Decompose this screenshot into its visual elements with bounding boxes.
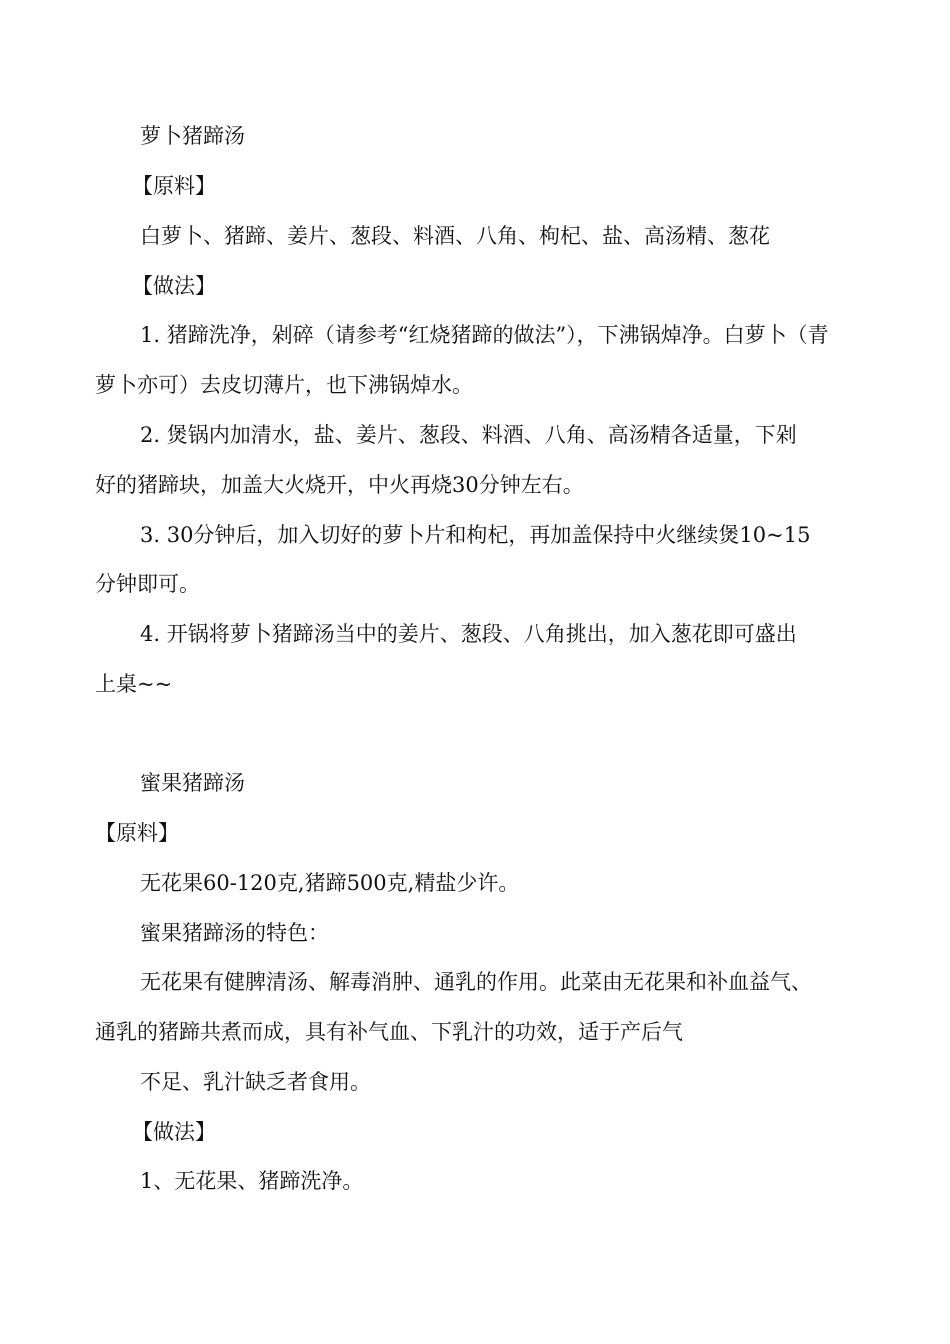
recipe1-title: 萝卜猪蹄汤	[140, 124, 245, 148]
recipe2-feature-line3: 不足、乳汁缺乏者食用。	[140, 1070, 371, 1094]
recipe2-feature-line2: 通乳的猪蹄共煮而成，具有补气血、下乳汁的功效，适于产后气	[95, 1020, 683, 1044]
recipe1-step4-line2: 上桌~~	[95, 672, 173, 696]
recipe1-step2-line2: 好的猪蹄块，加盖大火烧开，中火再烧30分钟左右。	[95, 473, 584, 497]
recipe1-step1-line2: 萝卜亦可）去皮切薄片，也下沸锅焯水。	[95, 373, 473, 397]
recipe2-ingredients: 无花果60-120克,猪蹄500克,精盐少许。	[140, 871, 520, 895]
recipe1-step2-line1: 2. 煲锅内加清水，盐、姜片、葱段、料酒、八角、高汤精各适量，下剁	[140, 423, 797, 447]
recipe2-feature-line1: 无花果有健脾清汤、解毒消肿、通乳的作用。此菜由无花果和补血益气、	[140, 970, 812, 994]
recipe1-step4-line1: 4. 开锅将萝卜猪蹄汤当中的姜片、葱段、八角挑出，加入葱花即可盛出	[140, 622, 797, 646]
recipe1-ingredients: 白萝卜、猪蹄、姜片、葱段、料酒、八角、枸杞、盐、高汤精、葱花	[140, 224, 770, 248]
recipe1-step3-line1: 3. 30分钟后，加入切好的萝卜片和枸杞，再加盖保持中火继续煲10~15	[140, 523, 811, 547]
recipe2-feature-heading: 蜜果猪蹄汤的特色：	[140, 921, 329, 945]
recipe2-title: 蜜果猪蹄汤	[140, 771, 245, 795]
recipe2-step1: 1、无花果、猪蹄洗净。	[140, 1169, 364, 1193]
recipe1-method-heading: 【做法】	[132, 274, 216, 298]
recipe1-step1-line1: 1. 猪蹄洗净，剁碎（请参考“红烧猪蹄的做法”），下沸锅焯净。白萝卜（青	[140, 323, 829, 347]
recipe2-ingredients-heading: 【原料】	[95, 821, 179, 845]
recipe2-method-heading: 【做法】	[132, 1120, 216, 1144]
recipe1-ingredients-heading: 【原料】	[132, 174, 216, 198]
recipe1-step3-line2: 分钟即可。	[95, 572, 200, 596]
